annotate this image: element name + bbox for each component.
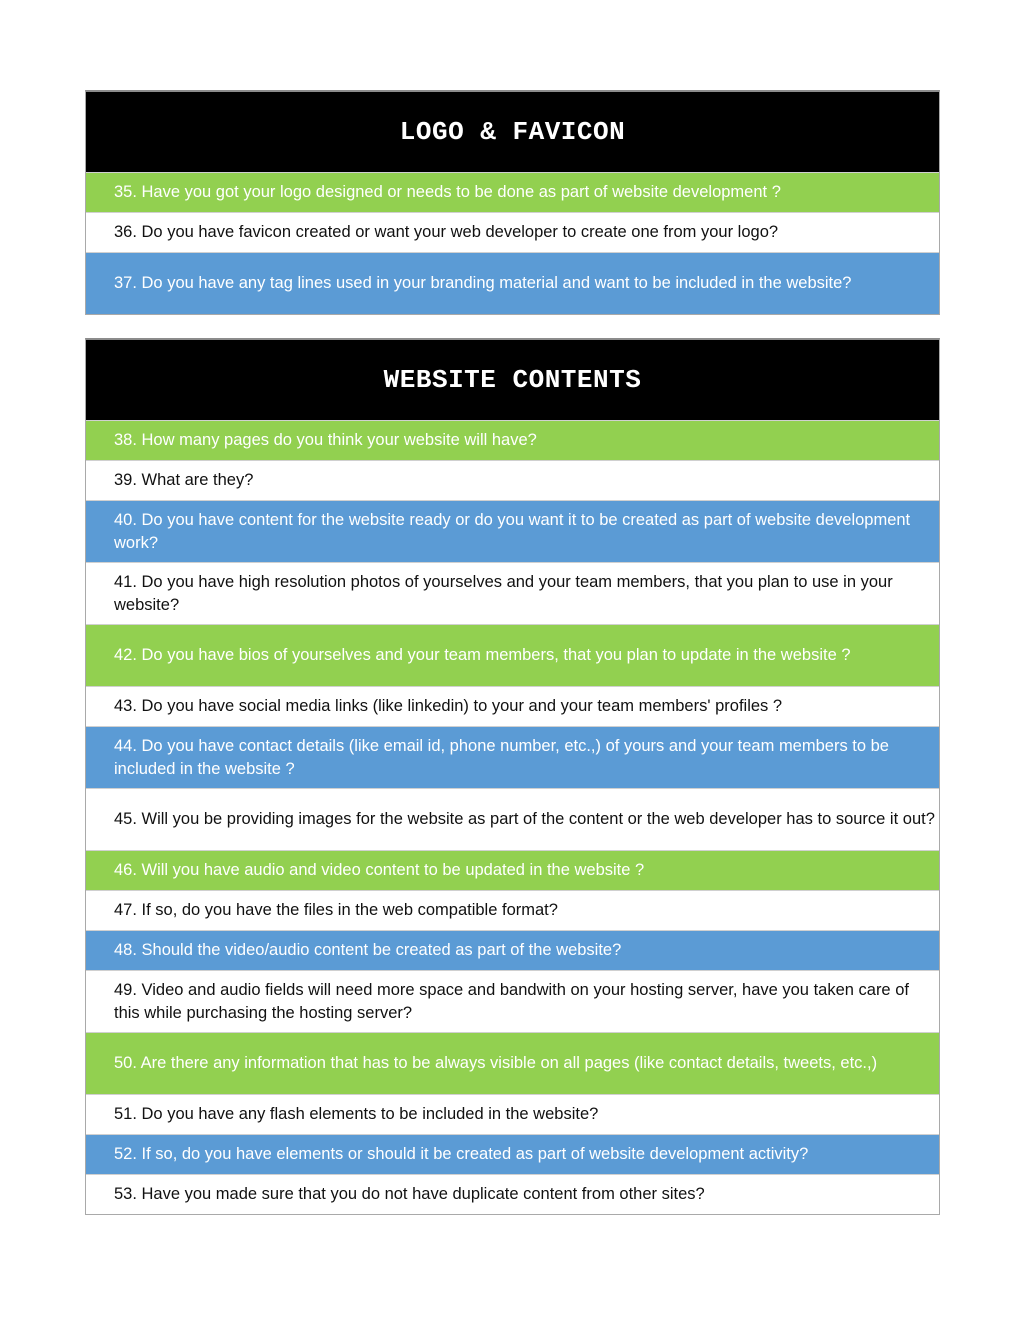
question-row: 44. Do you have contact details (like email id, phone number, etc.,) of yours and your team members to be included in the website ?: [86, 726, 939, 788]
question-row: 51. Do you have any flash elements to be included in the website?: [86, 1094, 939, 1134]
question-row: 47. If so, do you have the files in the web compatible format?: [86, 890, 939, 930]
section-title: WEBSITE CONTENTS: [86, 340, 939, 420]
question-row: 36. Do you have favicon created or want your web developer to create one from your logo?: [86, 212, 939, 252]
question-row: 53. Have you made sure that you do not have duplicate content from other sites?: [86, 1174, 939, 1214]
question-row: 48. Should the video/audio content be created as part of the website?: [86, 930, 939, 970]
section-title: LOGO & FAVICON: [86, 92, 939, 172]
question-row: 41. Do you have high resolution photos of yourselves and your team members, that you plan to use in your website?: [86, 562, 939, 624]
website-contents-section: [85, 338, 940, 1215]
question-row: 45. Will you be providing images for the website as part of the content or the web developer has to source it out?: [86, 788, 939, 850]
question-row: 42. Do you have bios of yourselves and your team members, that you plan to update in the website ?: [86, 624, 939, 686]
question-row: 43. Do you have social media links (like linkedin) to your and your team members' profiles ?: [86, 686, 939, 726]
question-row: 46. Will you have audio and video content to be updated in the website ?: [86, 850, 939, 890]
question-row: 38. How many pages do you think your website will have?: [86, 420, 939, 460]
question-row: 52. If so, do you have elements or should it be created as part of website development activity?: [86, 1134, 939, 1174]
question-row: 35. Have you got your logo designed or needs to be done as part of website development ?: [86, 172, 939, 212]
question-row: 40. Do you have content for the website ready or do you want it to be created as part of website development work?: [86, 500, 939, 562]
question-row: 39. What are they?: [86, 460, 939, 500]
logo-favicon-section: [85, 90, 940, 315]
question-row: 37. Do you have any tag lines used in your branding material and want to be included in the website?: [86, 252, 939, 314]
question-row: 50. Are there any information that has to be always visible on all pages (like contact details, tweets, etc.,): [86, 1032, 939, 1094]
question-row: 49. Video and audio fields will need more space and bandwith on your hosting server, have you taken care of this while purchasing the hosting server?: [86, 970, 939, 1032]
